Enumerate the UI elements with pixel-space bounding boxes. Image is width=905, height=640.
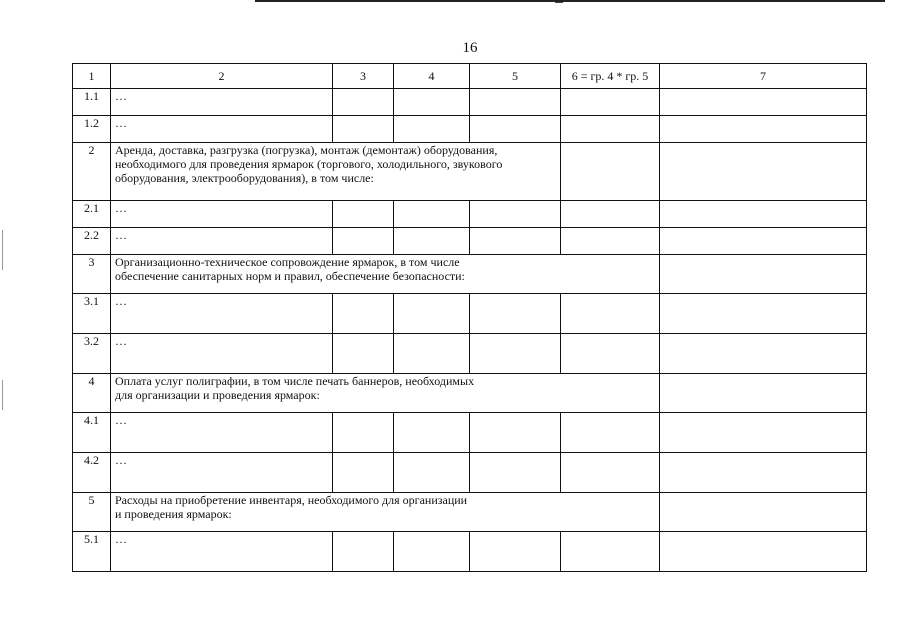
cell-col-7 xyxy=(660,493,867,532)
cell-col-6 xyxy=(561,413,660,453)
description-line: и проведения ярмарок: xyxy=(115,507,232,521)
cell-col-3 xyxy=(333,89,394,116)
row-number: 2.2 xyxy=(73,228,111,255)
row-description: … xyxy=(111,453,333,493)
cell-col-4 xyxy=(394,413,470,453)
table-row xyxy=(73,89,867,116)
header-col-4: 4 xyxy=(394,64,470,89)
cell-col-3 xyxy=(333,294,394,334)
description-line: оборудования, электрооборудования), в том числе: xyxy=(115,171,374,185)
cell-col-4 xyxy=(394,294,470,334)
cell-col-6 xyxy=(561,201,660,228)
cell-col-3 xyxy=(333,116,394,143)
row-description: … xyxy=(111,201,333,228)
cell-col-4 xyxy=(394,201,470,228)
cell-col-7 xyxy=(660,201,867,228)
header-row xyxy=(73,64,867,89)
cell-col-4 xyxy=(394,228,470,255)
page-number: 16 xyxy=(462,40,478,56)
cell-col-4 xyxy=(394,453,470,493)
cell-col-7 xyxy=(660,413,867,453)
cell-col-5 xyxy=(470,294,561,334)
row-number: 1.2 xyxy=(73,116,111,143)
cell-col-5 xyxy=(470,453,561,493)
table-row xyxy=(73,201,867,228)
row-number: 3 xyxy=(73,255,111,294)
cell-col-5 xyxy=(470,413,561,453)
scan-edge-mark xyxy=(2,230,3,270)
header-col-3: 3 xyxy=(333,64,394,89)
table-row-section xyxy=(73,143,867,201)
row-number: 2.1 xyxy=(73,201,111,228)
top-rule xyxy=(255,0,885,2)
cell-col-7 xyxy=(660,532,867,572)
row-number: 4 xyxy=(73,374,111,413)
description-line: необходимого для проведения ярмарок (торгового, холодильного, звукового xyxy=(115,157,503,171)
description-line: Оплата услуг полиграфии, в том числе печать баннеров, необходимых xyxy=(115,374,475,388)
row-description xyxy=(111,255,660,294)
row-number: 5.1 xyxy=(73,532,111,572)
header-col-7: 7 xyxy=(660,64,867,89)
description-line: обеспечение санитарных норм и правил, обеспечение безопасности: xyxy=(115,269,465,283)
header-col-6: 6 = гр. 4 * гр. 5 xyxy=(561,64,660,89)
cell-col-6 xyxy=(561,294,660,334)
row-description: … xyxy=(111,228,333,255)
row-description: … xyxy=(111,413,333,453)
cell-col-6 xyxy=(561,228,660,255)
row-description: … xyxy=(111,532,333,572)
cell-col-6 xyxy=(561,334,660,374)
cell-col-4 xyxy=(394,116,470,143)
cell-col-5 xyxy=(470,201,561,228)
cell-col-6 xyxy=(561,89,660,116)
budget-table xyxy=(72,63,867,572)
row-description xyxy=(111,374,660,413)
cell-col-3 xyxy=(333,453,394,493)
description-line: для организации и проведения ярмарок: xyxy=(115,388,320,402)
cell-col-7 xyxy=(660,89,867,116)
row-number: 1.1 xyxy=(73,89,111,116)
header-col-5: 5 xyxy=(470,64,561,89)
cell-col-7 xyxy=(660,116,867,143)
header-col-2: 2 xyxy=(111,64,333,89)
row-description: … xyxy=(111,294,333,334)
table-row xyxy=(73,532,867,572)
row-number: 2 xyxy=(73,143,111,201)
row-description: … xyxy=(111,89,333,116)
cell-col-3 xyxy=(333,228,394,255)
top-rule-tick xyxy=(555,2,563,3)
table-row xyxy=(73,334,867,374)
cell-col-7 xyxy=(660,228,867,255)
cell-col-6 xyxy=(561,116,660,143)
cell-col-7 xyxy=(660,453,867,493)
cell-col-3 xyxy=(333,334,394,374)
cell-col-7 xyxy=(660,294,867,334)
cell-col-7 xyxy=(660,255,867,294)
description-line: Расходы на приобретение инвентаря, необходимого для организации xyxy=(115,493,468,507)
cell-col-7 xyxy=(660,334,867,374)
row-description: … xyxy=(111,334,333,374)
cell-col-5 xyxy=(470,116,561,143)
table-row xyxy=(73,294,867,334)
row-number: 3.2 xyxy=(73,334,111,374)
cell-col-5 xyxy=(470,334,561,374)
cell-col-3 xyxy=(333,532,394,572)
cell-col-3 xyxy=(333,201,394,228)
row-description xyxy=(111,493,660,532)
row-description: … xyxy=(111,116,333,143)
table-row-section xyxy=(73,374,867,413)
description-line: Организационно-техническое сопровождение ярмарок, в том числе xyxy=(115,255,460,269)
row-number: 4.1 xyxy=(73,413,111,453)
table-row xyxy=(73,453,867,493)
table-row xyxy=(73,116,867,143)
cell-col-5 xyxy=(470,532,561,572)
cell-col-6 xyxy=(561,143,660,201)
table-row-section xyxy=(73,493,867,532)
table-row-section xyxy=(73,255,867,294)
cell-col-3 xyxy=(333,413,394,453)
description-line: Аренда, доставка, разгрузка (погрузка), монтаж (демонтаж) оборудования, xyxy=(115,143,498,157)
cell-col-4 xyxy=(394,89,470,116)
cell-col-7 xyxy=(660,374,867,413)
scan-edge-mark xyxy=(2,380,3,410)
table-row xyxy=(73,228,867,255)
cell-col-4 xyxy=(394,532,470,572)
cell-col-4 xyxy=(394,334,470,374)
cell-col-5 xyxy=(470,228,561,255)
cell-col-6 xyxy=(561,453,660,493)
row-description xyxy=(111,143,561,201)
table-row xyxy=(73,413,867,453)
row-number: 4.2 xyxy=(73,453,111,493)
cell-col-7 xyxy=(660,143,867,201)
row-number: 3.1 xyxy=(73,294,111,334)
row-number: 5 xyxy=(73,493,111,532)
header-col-1: 1 xyxy=(73,64,111,89)
cell-col-6 xyxy=(561,532,660,572)
cell-col-5 xyxy=(470,89,561,116)
